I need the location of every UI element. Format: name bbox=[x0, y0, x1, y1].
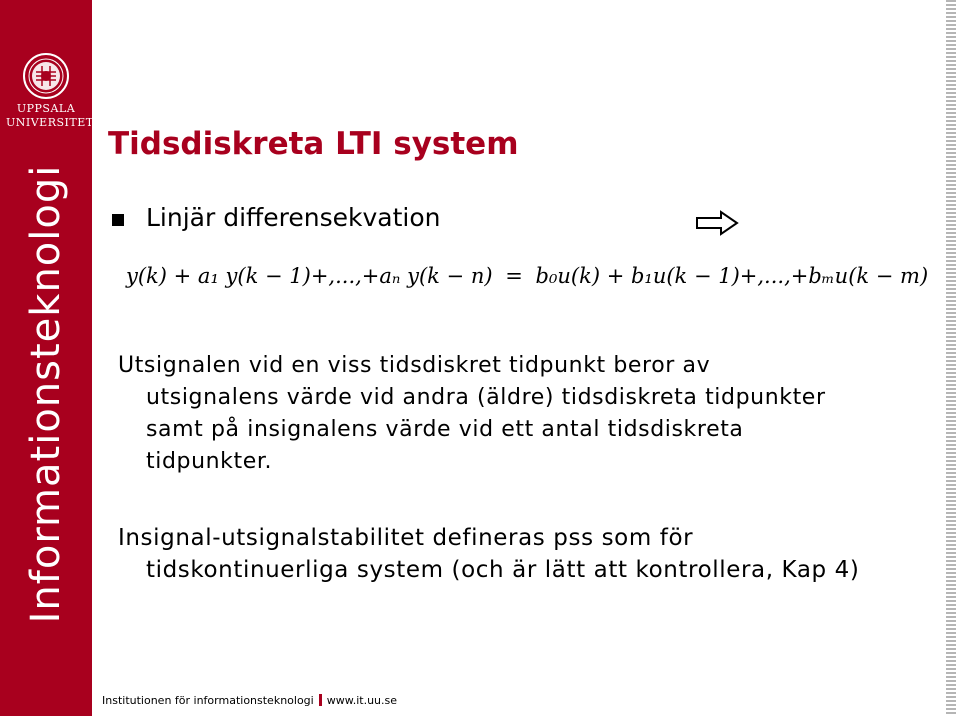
university-name-line2: UNIVERSITET bbox=[6, 116, 94, 129]
slide-title: Tidsdiskreta LTI system bbox=[108, 126, 519, 162]
equation-rhs: b₀u(k) + b₁u(k − 1)+,...,+bₘu(k − m) bbox=[535, 264, 929, 288]
paragraph-stability bbox=[118, 522, 948, 586]
footer bbox=[102, 694, 397, 707]
paragraph1-line3: samt på insignalens värde vid ett antal tidsdiskreta bbox=[146, 417, 744, 442]
footer-url[interactable]: www.it.uu.se bbox=[326, 694, 398, 707]
department-vertical-title: Informationsteknologi bbox=[23, 164, 69, 624]
paragraph2-line1: Insignal-utsignalstabilitet defineras pss som för bbox=[118, 525, 694, 551]
footer-institution: Institutionen för informationsteknologi bbox=[102, 694, 314, 707]
footer-separator bbox=[319, 694, 322, 706]
arrow-right-outline-icon bbox=[695, 210, 739, 236]
equation-equals: = bbox=[505, 264, 523, 288]
equation-lhs: y(k) + a₁ y(k − 1)+,...,+aₙ y(k − n) bbox=[126, 264, 493, 288]
paragraph-output-dependency bbox=[118, 350, 948, 478]
university-name-line1: UPPSALA bbox=[16, 102, 76, 115]
difference-equation bbox=[126, 264, 929, 304]
university-name bbox=[6, 102, 94, 130]
sidebar bbox=[0, 0, 92, 716]
paragraph2-line2: tidskontinuerliga system (och är lätt att kontrollera, Kap 4) bbox=[146, 557, 860, 583]
bullet-text: Linjär differensekvation bbox=[146, 203, 441, 232]
paragraph1-line1: Utsignalen vid en viss tidsdiskret tidpunkt beror av bbox=[118, 353, 711, 378]
paragraph1-line2: utsignalens värde vid andra (äldre) tidsdiskreta tidpunkter bbox=[146, 385, 826, 410]
bullet-square-icon bbox=[112, 214, 124, 226]
paragraph1-line4: tidpunkter. bbox=[146, 449, 273, 474]
